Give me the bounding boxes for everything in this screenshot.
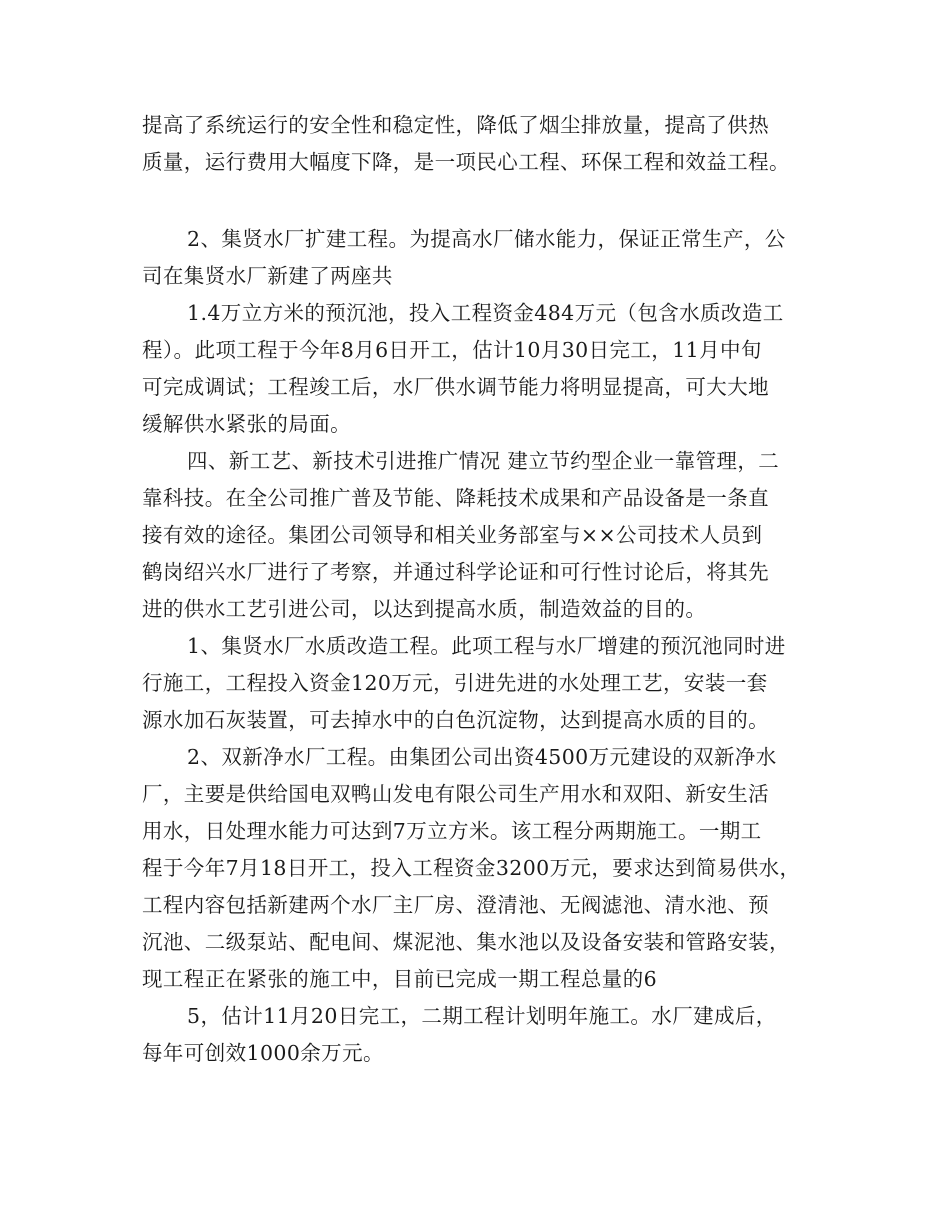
text-line: 源水加石灰装置，可去掉水中的白色沉淀物，达到提高水质的目的。 bbox=[142, 708, 769, 732]
text-line: 每年可创效1000余万元。 bbox=[142, 1041, 384, 1065]
text-line: 鹤岗绍兴水厂进行了考察，并通过科学论证和可行性讨论后，将其先 bbox=[142, 560, 769, 584]
text-line: 程于今年7月18日开工，投入工程资金3200万元，要求达到简易供水， bbox=[142, 856, 801, 880]
text-line: 沉池、二级泵站、配电间、煤泥池、集水池以及设备安装和管路安装， bbox=[142, 930, 790, 954]
text-line: 1.4万立方米的预沉池，投入工程资金484万元（包含水质改造工 bbox=[187, 301, 784, 325]
text-line: 司在集贤水厂新建了两座共 bbox=[142, 264, 393, 288]
text-line: 2、双新净水厂工程。由集团公司出资4500万元建设的双新净水 bbox=[187, 745, 777, 769]
text-line: 工程内容包括新建两个水厂主厂房、澄清池、无阀滤池、清水池、预 bbox=[142, 893, 769, 917]
text-line: 进的供水工艺引进公司，以达到提高水质，制造效益的目的。 bbox=[142, 597, 707, 621]
text-line: 四、新工艺、新技术引进推广情况 建立节约型企业一靠管理，二 bbox=[187, 449, 780, 473]
text-line: 靠科技。在全公司推广普及节能、降耗技术成果和产品设备是一条直 bbox=[142, 486, 769, 510]
text-line: 1、集贤水厂水质改造工程。此项工程与水厂增建的预沉池同时进 bbox=[187, 634, 786, 658]
text-line: 可完成调试；工程竣工后，水厂供水调节能力将明显提高，可大大地 bbox=[142, 375, 769, 399]
text-line: 2、集贤水厂扩建工程。为提高水厂储水能力，保证正常生产，公 bbox=[187, 227, 786, 251]
text-line: 程）。此项工程于今年8月6日开工，估计10月30日完工，11月中旬 bbox=[142, 338, 762, 362]
text-line: 现工程正在紧张的施工中，目前已完成一期工程总量的6 bbox=[142, 967, 658, 991]
text-line: 缓解供水紧张的局面。 bbox=[142, 412, 351, 436]
text-line: 行施工，工程投入资金120万元，引进先进的水处理工艺，安装一套 bbox=[142, 671, 768, 695]
text-line: 用水，日处理水能力可达到7万立方米。该工程分两期施工。一期工 bbox=[142, 819, 762, 843]
text-line: 厂，主要是供给国电双鸭山发电有限公司生产用水和双阳、新安生活 bbox=[142, 782, 769, 806]
text-line: 接有效的途径。集团公司领导和相关业务部室与××公司技术人员到 bbox=[142, 523, 763, 547]
text-line: 5，估计11月20日完工，二期工程计划明年施工。水厂建成后， bbox=[187, 1004, 777, 1028]
text-line: 质量，运行费用大幅度下降，是一项民心工程、环保工程和效益工程。 bbox=[142, 150, 790, 174]
text-line: 提高了系统运行的安全性和稳定性，降低了烟尘排放量，提高了供热 bbox=[142, 113, 769, 137]
